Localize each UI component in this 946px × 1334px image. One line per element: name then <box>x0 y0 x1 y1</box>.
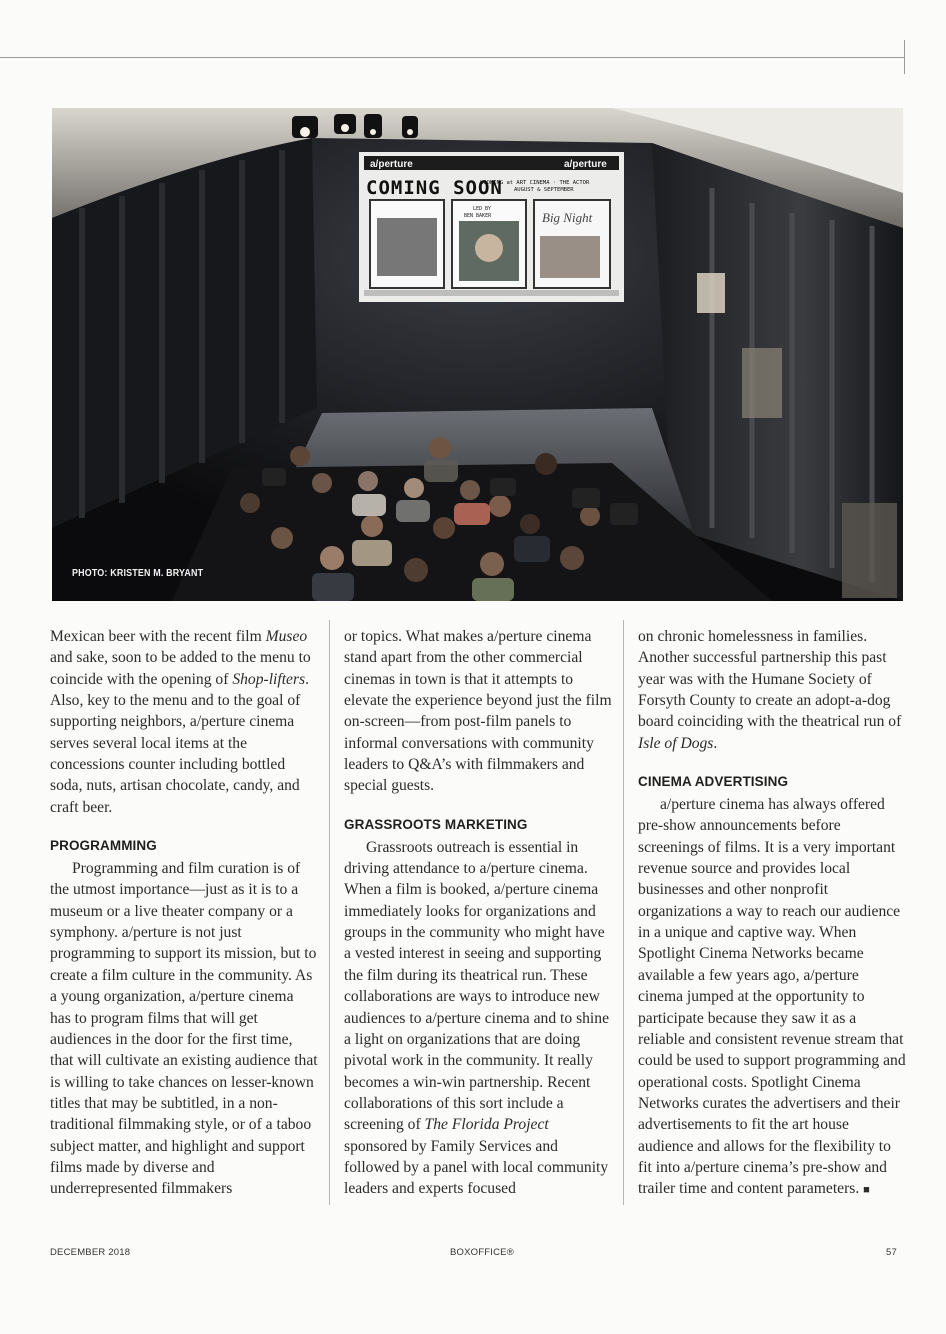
column-rule <box>623 620 624 1205</box>
wall-sconce <box>742 348 782 418</box>
section-heading-programming: PROGRAMMING <box>50 838 157 854</box>
theater-illustration <box>52 108 903 601</box>
programming-paragraph: Programming and film curation is of the utmost importance—just as it is to a museum or a live theater company or a symphony. a/perture is not just programming to support its mission, but to create a film culture in the community. As a young organization, a/perture cinema has to program films that will get audiences in the door for the first time, that will cultivate an existing audience that is willing to take chances on lesser-known titles that may be subtitled, in a non-traditional filmmaking style, or of a taboo subject matter, and highlight and support films made by diverse and underrepresented filmmakers <box>50 860 318 1198</box>
footer-publication: BOXOFFICE® <box>450 1247 514 1258</box>
film-title: Isle of Dogs <box>638 734 714 752</box>
footer-date: DECEMBER 2018 <box>50 1247 131 1258</box>
article-column-3 <box>638 626 906 1202</box>
col2-intro-paragraph: or topics. What makes a/perture cinema stand apart from the other commercial cinemas in town is that it attempts to elevate the experience beyond just the film on-screen—from post-film panels to informal conversations with community leaders to Q&A’s with filmmakers and special guests. <box>344 628 612 795</box>
article-column-1 <box>50 626 318 1200</box>
top-rule <box>0 57 905 58</box>
screen-footer-strip <box>364 290 619 296</box>
film-title: Museo <box>265 628 308 645</box>
col1-intro-paragraph: Mexican beer with the recent film Museo and sake, soon to be added to the menu to coincide with the opening of Shop-lifters. Also, key to the menu and to the goal of supporting neighbors, a/perture cinema serves several local items at the concessions counter including bottled soda, nuts, artisan chocolate, candy, and craft beer. <box>50 628 311 816</box>
screen-subhead-2: AUGUST & SEPTEMBER <box>514 187 574 193</box>
section-heading-cinema-advertising: CINEMA ADVERTISING <box>638 774 789 790</box>
poster-3-image <box>540 236 600 278</box>
poster-2-caption-2: BEN BAKER <box>464 213 492 219</box>
screen-brand-left: a/perture <box>370 159 413 170</box>
page-number: 57 <box>886 1247 897 1258</box>
grassroots-paragraph: Grassroots outreach is essential in driving attendance to a/perture cinema. When a film is booked, a/perture cinema immediately looks for organizations and groups in the community who might have a vested interest in seeing and supporting the film during its theatrical run. These collaborations are ways to introduce new audiences to a/perture cinema and to shine a light on organizations that are doing pivotal work in the community. It really becomes a win-win partnership. Recent collaborations of this sort include a screening of The Florida Project sponsored by Family Services and followed by a panel with local community leaders and experts focused <box>344 838 609 1198</box>
section-heading-grassroots-marketing: GRASSROOTS MARKETING <box>344 816 528 832</box>
wall-panel <box>842 503 897 598</box>
top-crop-mark <box>904 40 905 74</box>
screen-headline: COMING SOON <box>366 177 503 199</box>
poster-2-caption-1: LED BY <box>473 206 492 212</box>
film-title: Shop-lifters <box>232 670 306 688</box>
wall-sconce <box>697 273 725 313</box>
poster-1-image <box>377 218 437 276</box>
poster-3-title: Big Night <box>542 210 593 225</box>
article-column-2 <box>344 626 612 1200</box>
screen-brand-right: a/perture <box>564 159 607 170</box>
screen-subhead-1: LOOKING at ART CINEMA · THE ACTOR <box>480 180 590 186</box>
theater-photo <box>52 108 903 601</box>
advertising-paragraph: a/perture cinema has always offered pre-show announcements before screenings of films. It is a very important revenue source and provides local businesses and other nonprofit organizations a way to reach our audience in a unique and captive way. When Spotlight Cinema Networks became available a few years ago, a/perture cinema jumped at the opportunity to participate because they saw it as a reliable and consistent revenue stream that could be used to support programming and operational costs. Spotlight Cinema Networks curates the advertisers and their advertisements to fit the art house audience and allows for the flexibility to fit into a/perture cinema’s pre-show and trailer time and content parameters. ■ <box>638 796 906 1198</box>
film-title: The Florida Project <box>424 1116 549 1134</box>
photo-credit: PHOTO: KRISTEN M. BRYANT <box>72 567 204 579</box>
poster-2-face <box>475 234 503 262</box>
col3-intro-paragraph: on chronic homelessness in families. Another successful partnership this past year was with the Humane Society of Forsyth County to create an adopt-a-dog board coinciding with the theatrical run of Isle of Dogs. <box>638 628 902 752</box>
end-mark: ■ <box>863 1184 870 1197</box>
column-rule <box>329 620 330 1205</box>
